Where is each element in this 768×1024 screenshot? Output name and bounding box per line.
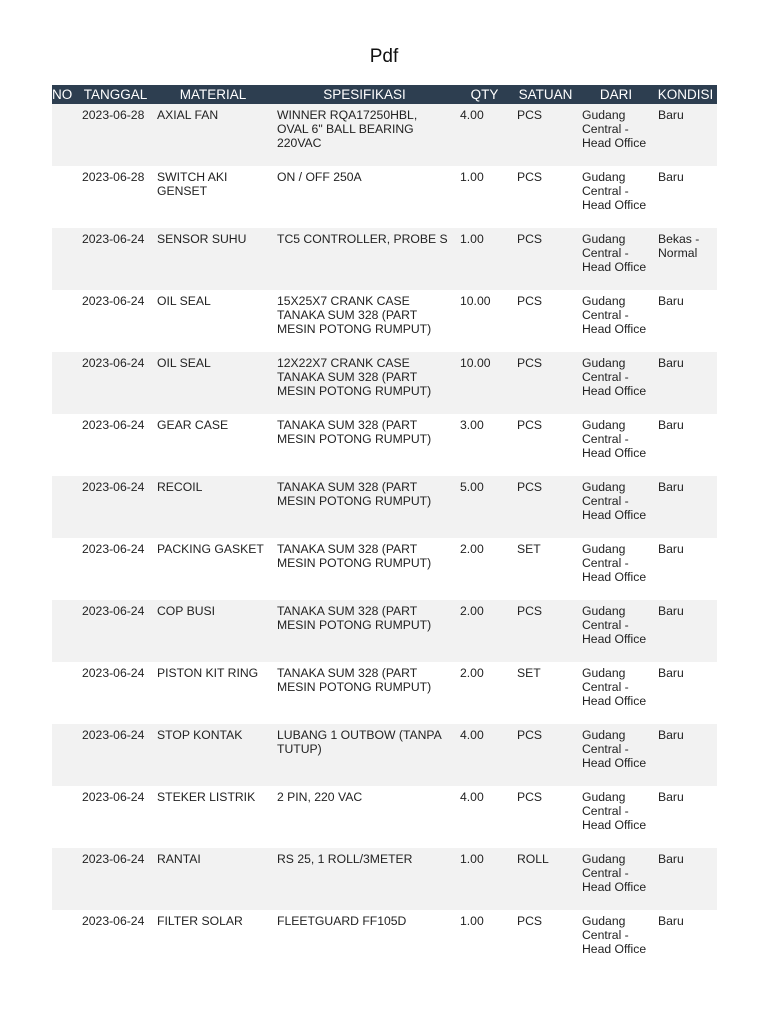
cell-material: RECOIL bbox=[153, 476, 273, 538]
cell-kondisi: Baru bbox=[654, 662, 717, 724]
cell-satuan: SET bbox=[513, 538, 578, 600]
cell-kondisi: Baru bbox=[654, 414, 717, 476]
table-row bbox=[52, 724, 717, 786]
cell-tanggal: 2023-06-24 bbox=[78, 290, 153, 352]
cell-kondisi: Bekas - Normal bbox=[654, 228, 717, 290]
cell-satuan: PCS bbox=[513, 104, 578, 166]
cell-spesifikasi: 12X22X7 CRANK CASE TANAKA SUM 328 (PART MESIN POTONG RUMPUT) bbox=[273, 352, 456, 414]
cell-satuan: PCS bbox=[513, 600, 578, 662]
cell-dari: Gudang Central - Head Office bbox=[578, 104, 654, 166]
cell-kondisi: Baru bbox=[654, 104, 717, 166]
cell-kondisi: Baru bbox=[654, 166, 717, 228]
cell-kondisi: Baru bbox=[654, 538, 717, 600]
cell-dari: Gudang Central - Head Office bbox=[578, 414, 654, 476]
column-header-dari: DARI bbox=[578, 85, 654, 104]
column-header-tanggal: TANGGAL bbox=[78, 85, 153, 104]
cell-spesifikasi: WINNER RQA17250HBL, OVAL 6" BALL BEARING 220VAC bbox=[273, 104, 456, 166]
cell-material: AXIAL FAN bbox=[153, 104, 273, 166]
cell-qty: 10.00 bbox=[456, 290, 513, 352]
cell-qty: 1.00 bbox=[456, 228, 513, 290]
column-header-spesifikasi: SPESIFIKASI bbox=[273, 85, 456, 104]
cell-kondisi: Baru bbox=[654, 352, 717, 414]
cell-no bbox=[52, 600, 78, 662]
cell-satuan: PCS bbox=[513, 786, 578, 848]
cell-tanggal: 2023-06-24 bbox=[78, 910, 153, 972]
cell-no bbox=[52, 786, 78, 848]
column-header-qty: QTY bbox=[456, 85, 513, 104]
table-row bbox=[52, 228, 717, 290]
table-row bbox=[52, 352, 717, 414]
cell-spesifikasi: TC5 CONTROLLER, PROBE S bbox=[273, 228, 456, 290]
cell-spesifikasi: 2 PIN, 220 VAC bbox=[273, 786, 456, 848]
cell-no bbox=[52, 414, 78, 476]
cell-material: SWITCH AKI GENSET bbox=[153, 166, 273, 228]
cell-qty: 2.00 bbox=[456, 662, 513, 724]
cell-kondisi: Baru bbox=[654, 290, 717, 352]
cell-tanggal: 2023-06-28 bbox=[78, 166, 153, 228]
cell-dari: Gudang Central - Head Office bbox=[578, 848, 654, 910]
cell-material: OIL SEAL bbox=[153, 352, 273, 414]
cell-material: GEAR CASE bbox=[153, 414, 273, 476]
column-header-kondisi: KONDISI bbox=[654, 85, 717, 104]
cell-material: FILTER SOLAR bbox=[153, 910, 273, 972]
cell-kondisi: Baru bbox=[654, 910, 717, 972]
cell-dari: Gudang Central - Head Office bbox=[578, 166, 654, 228]
column-header-no: NO bbox=[52, 85, 78, 104]
table-header-row bbox=[52, 85, 717, 104]
cell-tanggal: 2023-06-24 bbox=[78, 848, 153, 910]
cell-material: STEKER LISTRIK bbox=[153, 786, 273, 848]
cell-dari: Gudang Central - Head Office bbox=[578, 724, 654, 786]
cell-spesifikasi: LUBANG 1 OUTBOW (TANPA TUTUP) bbox=[273, 724, 456, 786]
cell-material: SENSOR SUHU bbox=[153, 228, 273, 290]
cell-material: COP BUSI bbox=[153, 600, 273, 662]
cell-kondisi: Baru bbox=[654, 600, 717, 662]
inventory-table-container bbox=[52, 85, 717, 972]
cell-satuan: SET bbox=[513, 662, 578, 724]
cell-tanggal: 2023-06-28 bbox=[78, 104, 153, 166]
cell-no bbox=[52, 166, 78, 228]
cell-satuan: PCS bbox=[513, 724, 578, 786]
cell-tanggal: 2023-06-24 bbox=[78, 662, 153, 724]
cell-spesifikasi: TANAKA SUM 328 (PART MESIN POTONG RUMPUT) bbox=[273, 538, 456, 600]
cell-material: STOP KONTAK bbox=[153, 724, 273, 786]
cell-spesifikasi: TANAKA SUM 328 (PART MESIN POTONG RUMPUT) bbox=[273, 600, 456, 662]
cell-dari: Gudang Central - Head Office bbox=[578, 662, 654, 724]
cell-material: OIL SEAL bbox=[153, 290, 273, 352]
cell-qty: 3.00 bbox=[456, 414, 513, 476]
cell-no bbox=[52, 228, 78, 290]
table-header bbox=[52, 85, 717, 104]
cell-material: PACKING GASKET bbox=[153, 538, 273, 600]
cell-material: RANTAI bbox=[153, 848, 273, 910]
table-row bbox=[52, 600, 717, 662]
cell-kondisi: Baru bbox=[654, 476, 717, 538]
cell-spesifikasi: 15X25X7 CRANK CASE TANAKA SUM 328 (PART MESIN POTONG RUMPUT) bbox=[273, 290, 456, 352]
cell-kondisi: Baru bbox=[654, 724, 717, 786]
cell-qty: 1.00 bbox=[456, 166, 513, 228]
cell-qty: 2.00 bbox=[456, 538, 513, 600]
cell-qty: 4.00 bbox=[456, 786, 513, 848]
table-body bbox=[52, 104, 717, 972]
cell-material: PISTON KIT RING bbox=[153, 662, 273, 724]
inventory-table bbox=[52, 85, 717, 972]
table-row bbox=[52, 662, 717, 724]
cell-spesifikasi: FLEETGUARD FF105D bbox=[273, 910, 456, 972]
cell-satuan: PCS bbox=[513, 414, 578, 476]
cell-dari: Gudang Central - Head Office bbox=[578, 228, 654, 290]
cell-tanggal: 2023-06-24 bbox=[78, 724, 153, 786]
cell-dari: Gudang Central - Head Office bbox=[578, 600, 654, 662]
cell-satuan: PCS bbox=[513, 352, 578, 414]
cell-spesifikasi: TANAKA SUM 328 (PART MESIN POTONG RUMPUT) bbox=[273, 476, 456, 538]
cell-satuan: PCS bbox=[513, 476, 578, 538]
cell-satuan: PCS bbox=[513, 166, 578, 228]
table-row bbox=[52, 476, 717, 538]
table-row bbox=[52, 414, 717, 476]
cell-qty: 4.00 bbox=[456, 104, 513, 166]
cell-tanggal: 2023-06-24 bbox=[78, 352, 153, 414]
cell-dari: Gudang Central - Head Office bbox=[578, 910, 654, 972]
cell-no bbox=[52, 352, 78, 414]
cell-no bbox=[52, 290, 78, 352]
cell-qty: 4.00 bbox=[456, 724, 513, 786]
cell-tanggal: 2023-06-24 bbox=[78, 600, 153, 662]
cell-satuan: ROLL bbox=[513, 848, 578, 910]
cell-spesifikasi: TANAKA SUM 328 (PART MESIN POTONG RUMPUT) bbox=[273, 662, 456, 724]
cell-no bbox=[52, 848, 78, 910]
table-row bbox=[52, 290, 717, 352]
cell-no bbox=[52, 662, 78, 724]
cell-dari: Gudang Central - Head Office bbox=[578, 786, 654, 848]
cell-tanggal: 2023-06-24 bbox=[78, 228, 153, 290]
cell-spesifikasi: TANAKA SUM 328 (PART MESIN POTONG RUMPUT) bbox=[273, 414, 456, 476]
cell-qty: 1.00 bbox=[456, 848, 513, 910]
cell-dari: Gudang Central - Head Office bbox=[578, 476, 654, 538]
cell-no bbox=[52, 538, 78, 600]
cell-kondisi: Baru bbox=[654, 786, 717, 848]
cell-no bbox=[52, 910, 78, 972]
column-header-satuan: SATUAN bbox=[513, 85, 578, 104]
cell-no bbox=[52, 104, 78, 166]
table-row bbox=[52, 910, 717, 972]
column-header-material: MATERIAL bbox=[153, 85, 273, 104]
cell-dari: Gudang Central - Head Office bbox=[578, 538, 654, 600]
cell-tanggal: 2023-06-24 bbox=[78, 538, 153, 600]
cell-satuan: PCS bbox=[513, 910, 578, 972]
cell-no bbox=[52, 724, 78, 786]
cell-satuan: PCS bbox=[513, 228, 578, 290]
table-row bbox=[52, 848, 717, 910]
cell-qty: 10.00 bbox=[456, 352, 513, 414]
cell-kondisi: Baru bbox=[654, 848, 717, 910]
table-row bbox=[52, 166, 717, 228]
cell-spesifikasi: RS 25, 1 ROLL/3METER bbox=[273, 848, 456, 910]
cell-satuan: PCS bbox=[513, 290, 578, 352]
cell-qty: 1.00 bbox=[456, 910, 513, 972]
table-row bbox=[52, 538, 717, 600]
cell-dari: Gudang Central - Head Office bbox=[578, 352, 654, 414]
cell-qty: 5.00 bbox=[456, 476, 513, 538]
cell-tanggal: 2023-06-24 bbox=[78, 786, 153, 848]
table-row bbox=[52, 104, 717, 166]
cell-qty: 2.00 bbox=[456, 600, 513, 662]
cell-tanggal: 2023-06-24 bbox=[78, 476, 153, 538]
cell-tanggal: 2023-06-24 bbox=[78, 414, 153, 476]
table-row bbox=[52, 786, 717, 848]
cell-spesifikasi: ON / OFF 250A bbox=[273, 166, 456, 228]
cell-dari: Gudang Central - Head Office bbox=[578, 290, 654, 352]
page-title: Pdf bbox=[369, 46, 399, 67]
cell-no bbox=[52, 476, 78, 538]
